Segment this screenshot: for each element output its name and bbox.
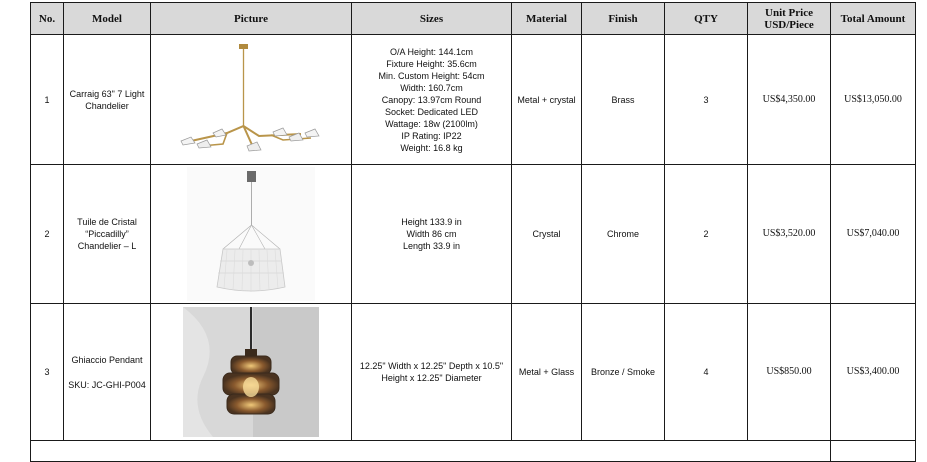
size-line: Fixture Height: 35.6cm [386,58,477,69]
size-line: Length 33.9 in [402,241,461,251]
glass-pendant-image [183,307,319,437]
unit-price-cell: US$4,350.00 [748,35,831,165]
table-row [31,304,916,441]
brass-chandelier-image [161,40,341,160]
finish-cell: Brass [582,35,665,165]
size-line: 12.25" Width x 12.25" Depth x 10.5" [359,361,504,371]
quotation-sheet [30,2,915,462]
model-cell [64,35,151,165]
picture-cell [151,35,352,165]
model-line: Tuile de Cristal [77,217,137,227]
total-amount-cell: US$3,400.00 [831,304,916,441]
header-total: Total Amount [831,3,916,35]
size-line: O/A Height: 144.1cm [389,46,474,57]
size-line: Socket: Dedicated LED [384,106,479,117]
table-row [31,165,916,304]
header-unit-price-line1: Unit Price [765,6,813,19]
finish-cell: Bronze / Smoke [582,304,665,441]
finish-cell: Chrome [582,165,665,304]
crystal-chandelier-image [187,167,315,301]
model-line: Chandelier – L [77,241,137,251]
header-picture: Picture [151,3,352,35]
size-line: Canopy: 13.97cm Round [381,94,482,105]
qty-cell: 3 [665,35,748,165]
size-line: Height x 12.25" Diameter [381,373,482,383]
row-number: 1 [31,35,64,165]
model-cell [64,304,151,441]
qty-cell: 4 [665,304,748,441]
row-number: 2 [31,165,64,304]
material-cell: Metal + crystal [512,35,582,165]
header-sizes: Sizes [352,3,512,35]
model-cell [64,165,151,304]
size-line: Height 133.9 in [401,217,462,227]
table-row [31,35,916,165]
header-material: Material [512,3,582,35]
total-amount-cell: US$13,050.00 [831,35,916,165]
header-finish: Finish [582,3,665,35]
header-unit-price [748,3,831,35]
material-cell: Metal + Glass [512,304,582,441]
header-model: Model [64,3,151,35]
size-line: IP Rating: IP22 [401,130,462,141]
picture-cell [151,304,352,441]
qty-cell: 2 [665,165,748,304]
size-line: Weight: 16.8 kg [400,142,463,153]
product-table [30,2,916,462]
summary-cell [31,441,831,462]
row-number: 3 [31,304,64,441]
size-line: Width: 160.7cm [400,82,463,93]
sizes-cell [352,304,512,441]
model-line: Ghiaccio Pendant [71,354,143,365]
header-row [31,3,916,35]
header-unit-price-line2: USD/Piece [764,18,814,31]
material-cell: Crystal [512,165,582,304]
summary-total-cell [831,441,916,462]
model-line: “Piccadilly” [85,229,129,239]
total-amount-cell: US$7,040.00 [831,165,916,304]
sku-label: SKU: JC-GHI-P004 [68,379,146,390]
sizes-cell [352,35,512,165]
model-line: Carraig 63" 7 Light [69,88,145,99]
header-no: No. [31,3,64,35]
size-line: Width 86 cm [406,229,457,239]
model-line: Chandelier [85,100,129,111]
sizes-cell [352,165,512,304]
table-row [31,441,916,462]
header-qty: QTY [665,3,748,35]
picture-cell [151,165,352,304]
size-line: Wattage: 18w (2100lm) [385,118,478,129]
unit-price-cell: US$3,520.00 [748,165,831,304]
size-line: Min. Custom Height: 54cm [378,70,485,81]
unit-price-cell: US$850.00 [748,304,831,441]
